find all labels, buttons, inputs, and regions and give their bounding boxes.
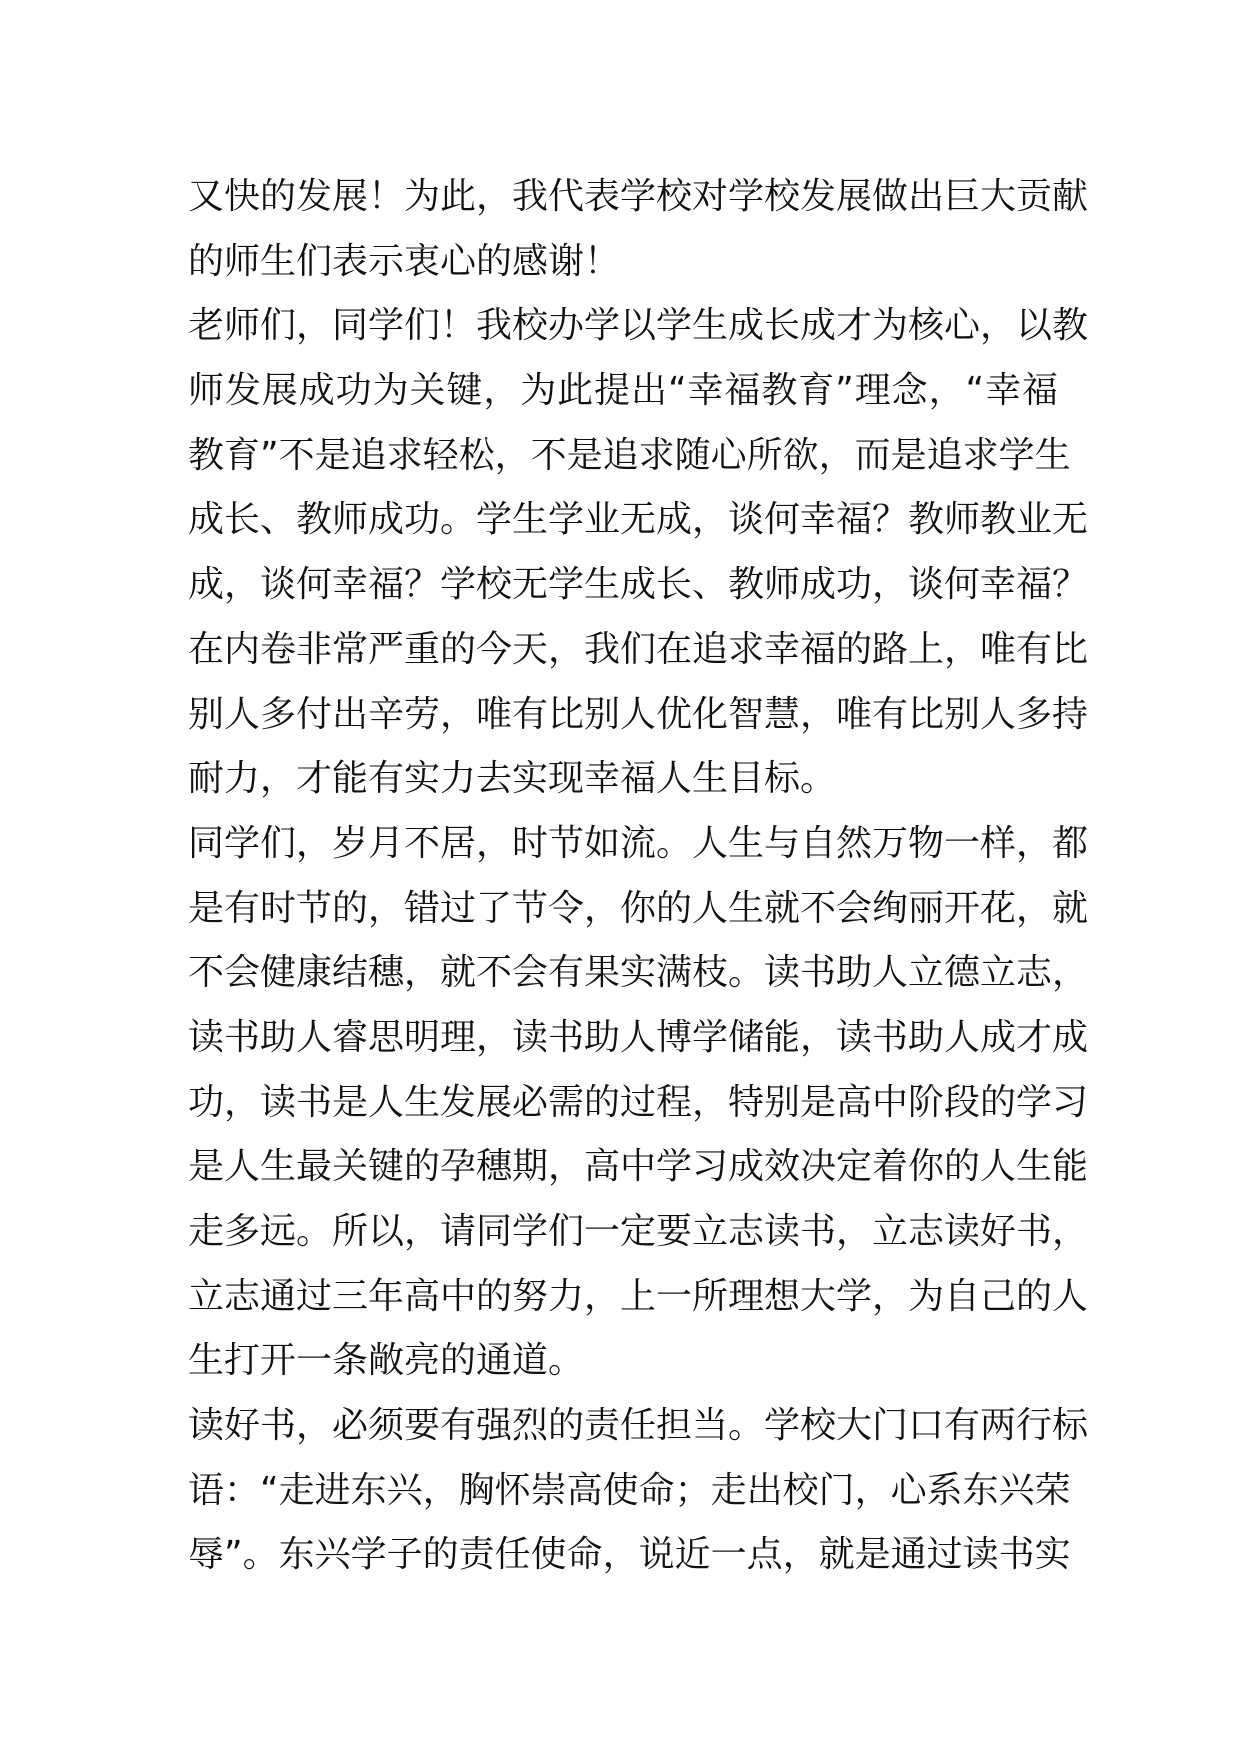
text-line: 不会健康结穗，就不会有果实满枝。读书助人立德立志， — [188, 952, 1089, 994]
body-text — [188, 165, 1089, 1588]
text-line: 的师生们表示衷心的感谢！ — [188, 240, 621, 282]
text-line: 是人生最关键的孕穗期，高中学习成效决定着你的人生能 — [188, 1146, 1089, 1188]
text-line: 读好书，必须要有强烈的责任担当。学校大门口有两行标 — [188, 1405, 1089, 1447]
text-line: 立志通过三年高中的努力，上一所理想大学，为自己的人 — [188, 1275, 1089, 1317]
text-line: 教育”不是追求轻松，不是追求随心所欲，而是追求学生 — [188, 434, 1071, 476]
text-line: 耐力，才能有实力去实现幸福人生目标。 — [188, 758, 837, 800]
text-line: 功，读书是人生发展必需的过程，特别是高中阶段的学习 — [188, 1081, 1089, 1123]
text-line: 是有时节的，错过了节令，你的人生就不会绚丽开花，就 — [188, 887, 1089, 929]
text-line: 辱”。东兴学子的责任使命，说近一点，就是通过读书实 — [188, 1534, 1071, 1576]
text-line: 语：“走进东兴，胸怀崇高使命；走出校门，心系东兴荣 — [188, 1469, 1071, 1511]
text-line: 师发展成功为关键，为此提出“幸福教育”理念，“幸福 — [188, 370, 1058, 412]
text-line: 又快的发展！为此，我代表学校对学校发展做出巨大贡献 — [188, 176, 1089, 217]
text-line: 老师们，同学们！我校办学以学生成长成才为核心，以教 — [188, 305, 1089, 347]
text-line: 走多远。所以，请同学们一定要立志读书，立志读好书， — [188, 1211, 1089, 1252]
text-line: 生打开一条敞亮的通道。 — [188, 1340, 585, 1382]
text-line: 在内卷非常严重的今天，我们在追求幸福的路上，唯有比 — [188, 628, 1089, 670]
text-line: 成长、教师成功。学生学业无成，谈何幸福？教师教业无 — [188, 499, 1089, 541]
text-line: 读书助人睿思明理，读书助人博学储能，读书助人成才成 — [188, 1016, 1089, 1058]
text-line: 别人多付出辛劳，唯有比别人优化智慧，唯有比别人多持 — [188, 693, 1089, 735]
text-line: 同学们，岁月不居，时节如流。人生与自然万物一样，都 — [188, 822, 1089, 864]
text-line: 成，谈何幸福？学校无学生成长、教师成功，谈何幸福？ — [188, 564, 1089, 606]
